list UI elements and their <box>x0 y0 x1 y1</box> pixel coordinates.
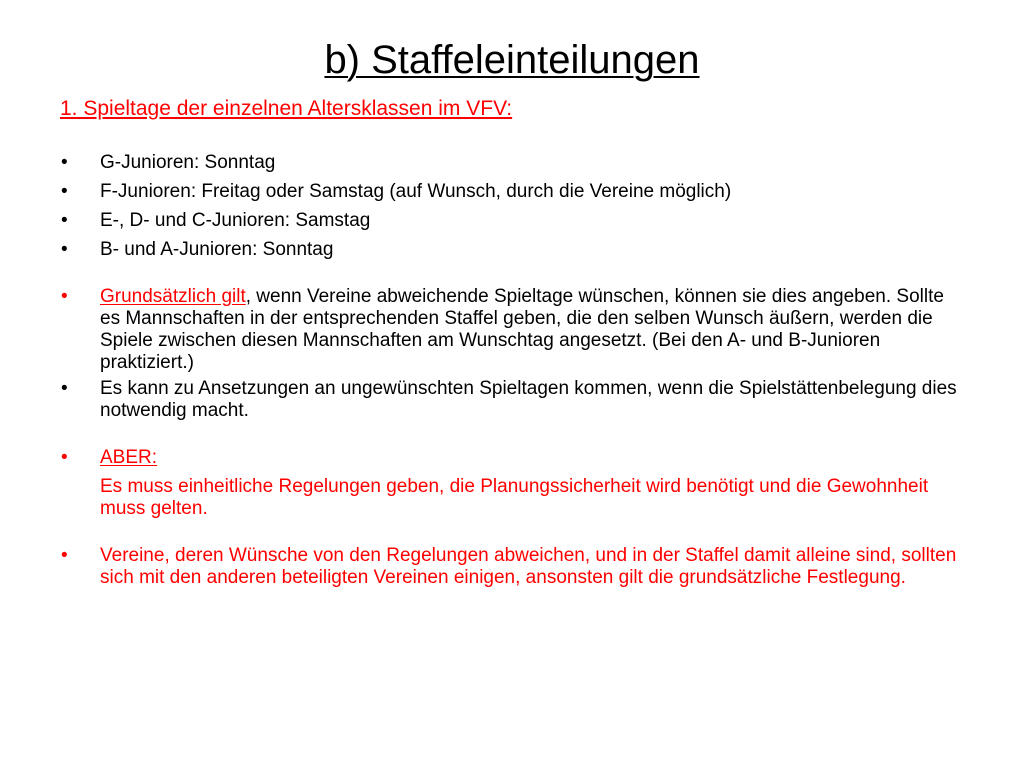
aber-text-block <box>60 476 960 520</box>
list-item-aber <box>60 447 960 469</box>
slide-title: b) Staffeleinteilungen <box>324 38 700 82</box>
list-item-text: G-Junioren: Sonntag <box>100 152 276 173</box>
list-item-ba-junioren <box>60 239 960 261</box>
list-item-f-junioren <box>60 181 960 203</box>
bullet: • <box>61 378 68 399</box>
list-item-g-junioren <box>60 152 960 174</box>
bullet: • <box>61 181 68 202</box>
principle-text: , wenn Vereine abweichende Spieltage wünschen, können sie dies angeben. Sollte es Mannschaften in der entsprechenden Staffel geben, die den selben Wunsch äußern, werden die Spiele zwischen diesen Mannschaften am Wunschtag angesetzt. (Bei den A- und B-Junioren praktiziert.) <box>100 286 944 373</box>
bullet: • <box>61 286 68 307</box>
list-item-final-note <box>60 545 960 589</box>
slide-body <box>60 152 960 589</box>
bullet: • <box>61 447 68 468</box>
list-item-text: B- und A-Junioren: Sonntag <box>100 239 334 260</box>
list-item-edc-junioren <box>60 210 960 232</box>
bullet: • <box>61 239 68 260</box>
bullet: • <box>61 210 68 231</box>
list-item-text: Es kann zu Ansetzungen an ungewünschten Spieltagen kommen, wenn die Spielstättenbelegung dies notwendig macht. <box>100 378 957 421</box>
bullet: • <box>61 545 68 566</box>
list-item-venue-note <box>60 378 960 422</box>
principle-lead: Grundsätzlich gilt <box>100 286 246 307</box>
list-item-text: Vereine, deren Wünsche von den Regelungen abweichen, und in der Staffel damit alleine sind, sollten sich mit den anderen beteiligten Vereinen einigen, ansonsten gilt die grundsätzliche Festlegung. <box>100 545 957 588</box>
section-heading: 1. Spieltage der einzelnen Altersklassen im VFV: <box>60 97 513 120</box>
aber-label: ABER: <box>100 447 158 468</box>
list-item-text: F-Junioren: Freitag oder Samstag (auf Wunsch, durch die Vereine möglich) <box>100 181 732 202</box>
bullet: • <box>61 152 68 173</box>
list-item-text: E-, D- und C-Junioren: Samstag <box>100 210 371 231</box>
aber-text: Es muss einheitliche Regelungen geben, die Planungssicherheit wird benötigt und die Gewohnheit muss gelten. <box>100 476 929 519</box>
list-item-principle <box>60 286 960 374</box>
